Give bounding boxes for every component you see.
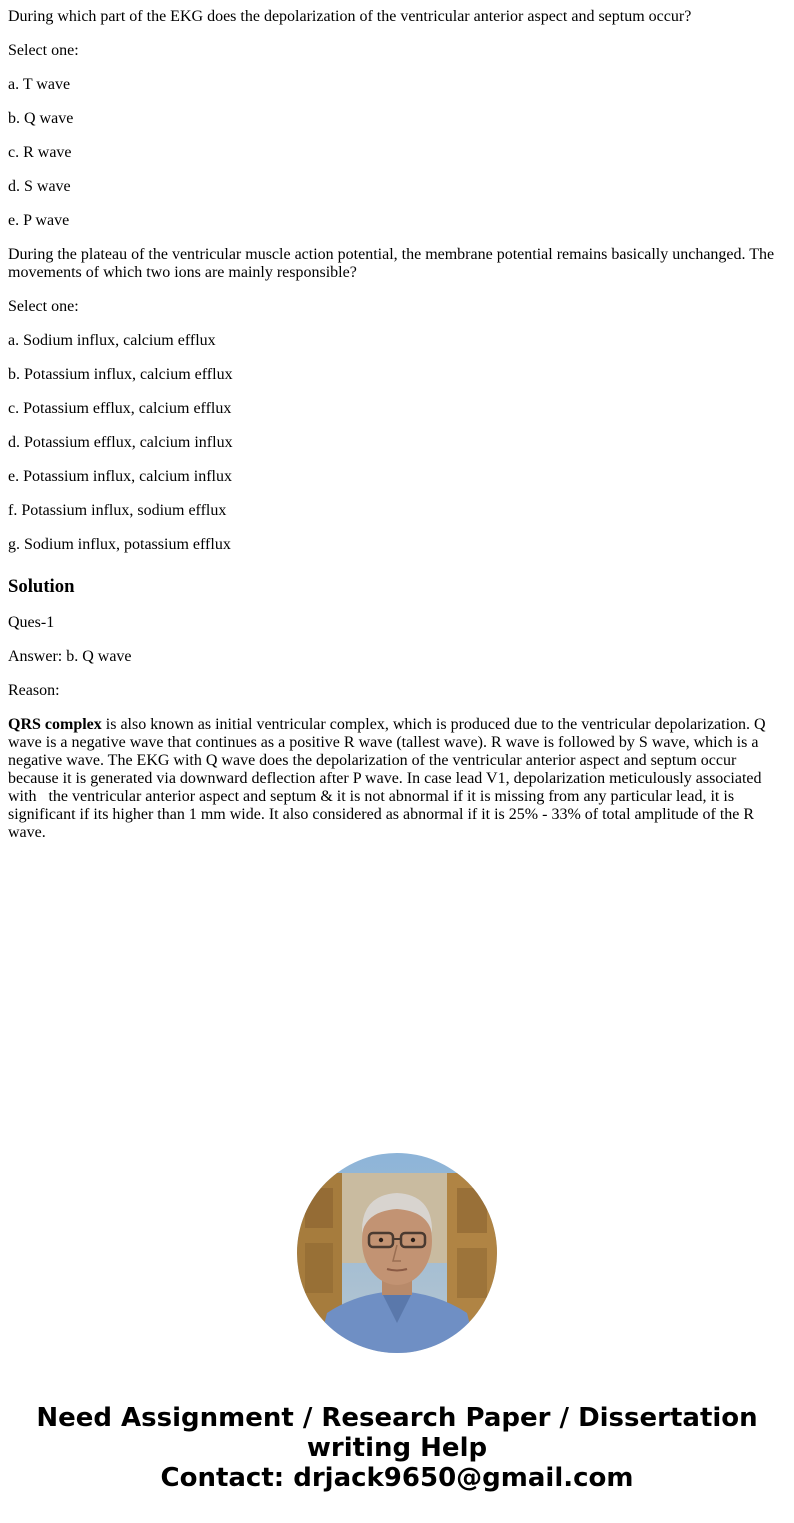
question-2-option-e: e. Potassium influx, calcium influx — [8, 468, 232, 485]
question-2-option-b: b. Potassium influx, calcium efflux — [8, 366, 233, 383]
avatar — [297, 1153, 497, 1353]
question-2-text: During the plateau of the ventricular muscle action potential, the membrane potential remains basically unchanged. The movements of which two ions are mainly responsible? — [8, 246, 775, 281]
reason-label: Reason: — [8, 682, 60, 699]
promo-line-1: Need Assignment / Research Paper / Dissertation — [36, 1403, 758, 1433]
promo-contact: Contact: drjack9650@gmail.com — [160, 1463, 634, 1493]
avatar-portrait — [297, 1153, 497, 1353]
solution-heading: Solution — [8, 576, 75, 597]
question-1-text: During which part of the EKG does the depolarization of the ventricular anterior aspect and septum occur? — [8, 8, 692, 25]
question-1-option-e: e. P wave — [8, 212, 70, 229]
question-1-option-d: d. S wave — [8, 178, 71, 195]
answer-text: Answer: b. Q wave — [8, 648, 132, 665]
question-2-option-d: d. Potassium efflux, calcium influx — [8, 434, 233, 451]
question-2-prompt: Select one: — [8, 298, 79, 315]
question-1-option-c: c. R wave — [8, 144, 72, 161]
reason-bold-term: QRS complex — [8, 716, 102, 733]
promo-line-2: writing Help — [306, 1433, 488, 1463]
reason-paragraph — [8, 716, 784, 842]
question-2-option-g: g. Sodium influx, potassium efflux — [8, 536, 231, 553]
question-1-option-a: a. T wave — [8, 76, 71, 93]
question-2-option-a: a. Sodium influx, calcium efflux — [8, 332, 216, 349]
reason-body-text: is also known as initial ventricular complex, which is produced due to the ventricular depolarization. Q wave is a negative wave that continues as a positive R wave (tallest wave). R wave is followed by S wave, which is a negative wave. The EKG with Q wave does the depolarization of the ventricular anterior aspect and septum occur because it is generated via downward deflection after P wave. In case lead V1, depolarization meticulously associated with the ventricular anterior aspect and septum & it is not abnormal if it is missing from any particular lead, it is significant if its higher than 1 mm wide. It also considered as abnormal if it is 25% - 33% of total amplitude of the R wave. — [8, 716, 766, 841]
question-2-option-c: c. Potassium efflux, calcium efflux — [8, 400, 232, 417]
document-body — [8, 8, 784, 858]
ques-label: Ques-1 — [8, 614, 55, 631]
question-1-option-b: b. Q wave — [8, 110, 74, 127]
promo-banner — [0, 1403, 794, 1493]
question-1-prompt: Select one: — [8, 42, 79, 59]
question-2-option-f: f. Potassium influx, sodium efflux — [8, 502, 227, 519]
